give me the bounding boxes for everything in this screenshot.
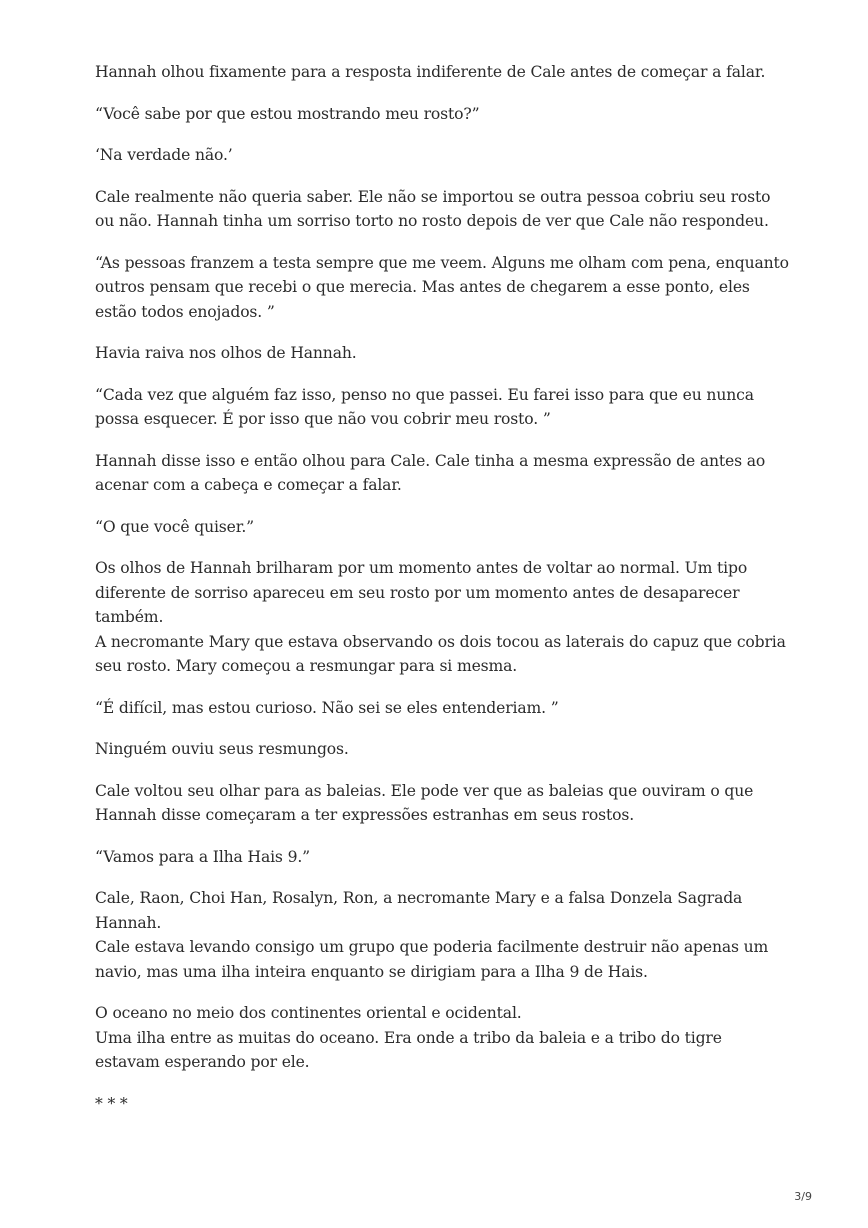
paragraph: O oceano no meio dos continentes oriental e ocidental. Uma ilha entre as muitas do oceano. Era onde a tribo da baleia e a tribo do tigre estavam esperando por ele. <box>95 1004 722 1071</box>
paragraph: “Você sabe por que estou mostrando meu rosto?” <box>95 104 480 123</box>
paragraph: Hannah disse isso e então olhou para Cale. Cale tinha a mesma expressão de antes ao acenar com a cabeça e começar a falar. <box>95 451 766 494</box>
paragraph: Havia raiva nos olhos de Hannah. <box>95 344 357 362</box>
paragraph: “É difícil, mas estou curioso. Não sei se eles entenderiam. ” <box>95 698 559 717</box>
paragraph: “Cada vez que alguém faz isso, penso no que passei. Eu farei isso para que eu nunca possa esquecer. É por isso que não vou cobrir meu rosto. ” <box>95 385 754 428</box>
paragraph: Ninguém ouviu seus resmungos. <box>95 740 349 758</box>
page-number: 3/9 <box>794 1190 812 1203</box>
paragraph: “O que você quiser.” <box>95 517 254 536</box>
paragraph: Cale realmente não queria saber. Ele não se importou se outra pessoa cobriu seu rosto ou não. Hannah tinha um sorriso torto no rosto depois de ver que Cale não respondeu. <box>95 187 771 230</box>
paragraph: Cale, Raon, Choi Han, Rosalyn, Ron, a necromante Mary e a falsa Donzela Sagrada Hannah. Cale estava levando consigo um grupo que poderia facilmente destruir não apenas um navio, mas uma ilha inteira enquanto se dirigiam para a Ilha 9 de Hais. <box>95 889 769 981</box>
scene-break: * * * <box>95 1094 128 1113</box>
text-body <box>95 60 790 1133</box>
paragraph: “As pessoas franzem a testa sempre que me veem. Alguns me olham com pena, enquanto outros pensam que recebi o que merecia. Mas antes de chegarem a esse ponto, eles estão todos enojados. ” <box>95 253 789 321</box>
paragraph: “Vamos para a Ilha Hais 9.” <box>95 847 310 866</box>
paragraph: Os olhos de Hannah brilharam por um momento antes de voltar ao normal. Um tipo diferente de sorriso apareceu em seu rosto por um momento antes de desaparecer também. A necromante Mary que estava observando os dois tocou as laterais do capuz que cobria seu rosto. Mary começou a resmungar para si mesma. <box>95 559 786 675</box>
paragraph: Hannah olhou fixamente para a resposta indiferente de Cale antes de começar a falar. <box>95 63 766 81</box>
paragraph: ‘Na verdade não.’ <box>95 146 233 164</box>
paragraph: Cale voltou seu olhar para as baleias. Ele pode ver que as baleias que ouviram o que Hannah disse começaram a ter expressões estranhas em seus rostos. <box>95 781 754 824</box>
